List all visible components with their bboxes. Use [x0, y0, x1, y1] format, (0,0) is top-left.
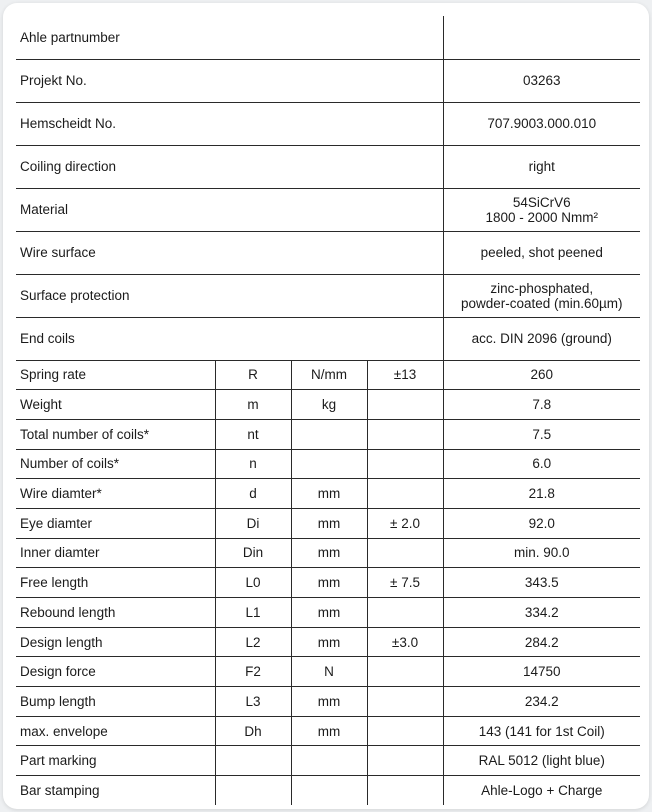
- spec-label: Wire surface: [16, 231, 443, 274]
- param-row: [16, 449, 640, 479]
- param-row: [16, 716, 640, 746]
- param-row: [16, 390, 640, 420]
- param-symbol: L0: [215, 568, 291, 598]
- spec-sheet-card: [3, 3, 649, 809]
- param-row: [16, 776, 640, 806]
- spec-label: Ahle partnumber: [16, 16, 443, 59]
- param-value: 7.8: [443, 390, 640, 420]
- param-tolerance: [367, 419, 443, 449]
- param-symbol: L1: [215, 598, 291, 628]
- param-row: [16, 627, 640, 657]
- param-unit: [291, 449, 367, 479]
- param-tolerance: ± 2.0: [367, 508, 443, 538]
- param-unit: mm: [291, 627, 367, 657]
- param-value: 334.2: [443, 598, 640, 628]
- spec-value: [443, 102, 640, 145]
- param-label: Spring rate: [16, 360, 215, 390]
- spec-value-line: peeled, shot peened: [480, 245, 603, 260]
- param-row: [16, 746, 640, 776]
- spec-row: [16, 231, 640, 274]
- spec-value-line-2: 1800 - 2000 Nmm²: [485, 209, 599, 225]
- spec-row: [16, 145, 640, 188]
- spec-value: [443, 274, 640, 317]
- param-tolerance: [367, 657, 443, 687]
- param-row: [16, 568, 640, 598]
- param-symbol: L2: [215, 627, 291, 657]
- spec-value-line: 707.9003.000.010: [487, 116, 597, 131]
- param-value: 343.5: [443, 568, 640, 598]
- spec-row: [16, 59, 640, 102]
- param-unit: mm: [291, 568, 367, 598]
- param-label: Design length: [16, 627, 215, 657]
- param-symbol: F2: [215, 657, 291, 687]
- param-row: [16, 479, 640, 509]
- spec-value-line: acc. DIN 2096 (ground): [471, 331, 612, 346]
- param-label: max. envelope: [16, 716, 215, 746]
- spec-value: [443, 16, 640, 59]
- param-label: Bump length: [16, 687, 215, 717]
- param-symbol: R: [215, 360, 291, 390]
- spec-value: [443, 59, 640, 102]
- param-tolerance: [367, 598, 443, 628]
- spec-label: Surface protection: [16, 274, 443, 317]
- spec-row: [16, 274, 640, 317]
- param-symbol: [215, 746, 291, 776]
- param-unit: mm: [291, 538, 367, 568]
- param-tolerance: [367, 687, 443, 717]
- param-unit: kg: [291, 390, 367, 420]
- param-symbol: L3: [215, 687, 291, 717]
- param-label: Weight: [16, 390, 215, 420]
- param-value: 6.0: [443, 449, 640, 479]
- param-value: 143 (141 for 1st Coil): [443, 716, 640, 746]
- spec-label: Material: [16, 188, 443, 231]
- spec-label: Hemscheidt No.: [16, 102, 443, 145]
- spring-spec-table: [16, 16, 640, 805]
- param-unit: [291, 746, 367, 776]
- param-value: 284.2: [443, 627, 640, 657]
- spec-row: [16, 317, 640, 360]
- param-value: RAL 5012 (light blue): [443, 746, 640, 776]
- param-label: Wire diamter*: [16, 479, 215, 509]
- param-value: 7.5: [443, 419, 640, 449]
- param-tolerance: [367, 390, 443, 420]
- spec-value-line: 54SiCrV6: [512, 194, 571, 210]
- param-row: [16, 598, 640, 628]
- param-unit: [291, 419, 367, 449]
- param-unit: mm: [291, 508, 367, 538]
- param-symbol: [215, 776, 291, 806]
- param-value: 260: [443, 360, 640, 390]
- param-label: Bar stamping: [16, 776, 215, 806]
- param-value: min. 90.0: [443, 538, 640, 568]
- param-tolerance: [367, 479, 443, 509]
- param-symbol: Din: [215, 538, 291, 568]
- param-value: 21.8: [443, 479, 640, 509]
- param-label: Number of coils*: [16, 449, 215, 479]
- param-row: [16, 687, 640, 717]
- param-tolerance: [367, 449, 443, 479]
- param-symbol: Di: [215, 508, 291, 538]
- spec-value: [443, 231, 640, 274]
- param-value: 234.2: [443, 687, 640, 717]
- param-unit: mm: [291, 687, 367, 717]
- param-symbol: d: [215, 479, 291, 509]
- spec-value: [443, 145, 640, 188]
- param-unit: N: [291, 657, 367, 687]
- param-tolerance: ±3.0: [367, 627, 443, 657]
- param-symbol: Dh: [215, 716, 291, 746]
- spec-value-line: right: [528, 159, 555, 174]
- param-tolerance: [367, 538, 443, 568]
- spec-row: [16, 188, 640, 231]
- param-symbol: nt: [215, 419, 291, 449]
- param-label: Total number of coils*: [16, 419, 215, 449]
- spec-value-line: zinc-phosphated,: [490, 280, 594, 296]
- param-tolerance: [367, 776, 443, 806]
- spec-row: [16, 16, 640, 59]
- param-label: Design force: [16, 657, 215, 687]
- param-unit: mm: [291, 479, 367, 509]
- param-tolerance: [367, 716, 443, 746]
- param-label: Rebound length: [16, 598, 215, 628]
- param-row: [16, 360, 640, 390]
- param-label: Eye diamter: [16, 508, 215, 538]
- param-value: 14750: [443, 657, 640, 687]
- param-label: Part marking: [16, 746, 215, 776]
- param-label: Inner diamter: [16, 538, 215, 568]
- param-unit: N/mm: [291, 360, 367, 390]
- spec-row: [16, 102, 640, 145]
- spec-value: [443, 317, 640, 360]
- param-row: [16, 508, 640, 538]
- param-tolerance: [367, 746, 443, 776]
- spec-value-line: 03263: [522, 73, 561, 88]
- spec-label: Coiling direction: [16, 145, 443, 188]
- param-label: Free length: [16, 568, 215, 598]
- spec-value: [443, 188, 640, 231]
- spec-value-line-2: powder-coated (min.60µm): [460, 295, 623, 311]
- param-unit: [291, 776, 367, 806]
- param-value: Ahle-Logo + Charge: [443, 776, 640, 806]
- param-tolerance: ±13: [367, 360, 443, 390]
- spec-label: Projekt No.: [16, 59, 443, 102]
- spec-label: End coils: [16, 317, 443, 360]
- param-unit: mm: [291, 716, 367, 746]
- param-row: [16, 419, 640, 449]
- param-symbol: n: [215, 449, 291, 479]
- param-symbol: m: [215, 390, 291, 420]
- param-row: [16, 657, 640, 687]
- param-value: 92.0: [443, 508, 640, 538]
- param-row: [16, 538, 640, 568]
- param-tolerance: ± 7.5: [367, 568, 443, 598]
- param-unit: mm: [291, 598, 367, 628]
